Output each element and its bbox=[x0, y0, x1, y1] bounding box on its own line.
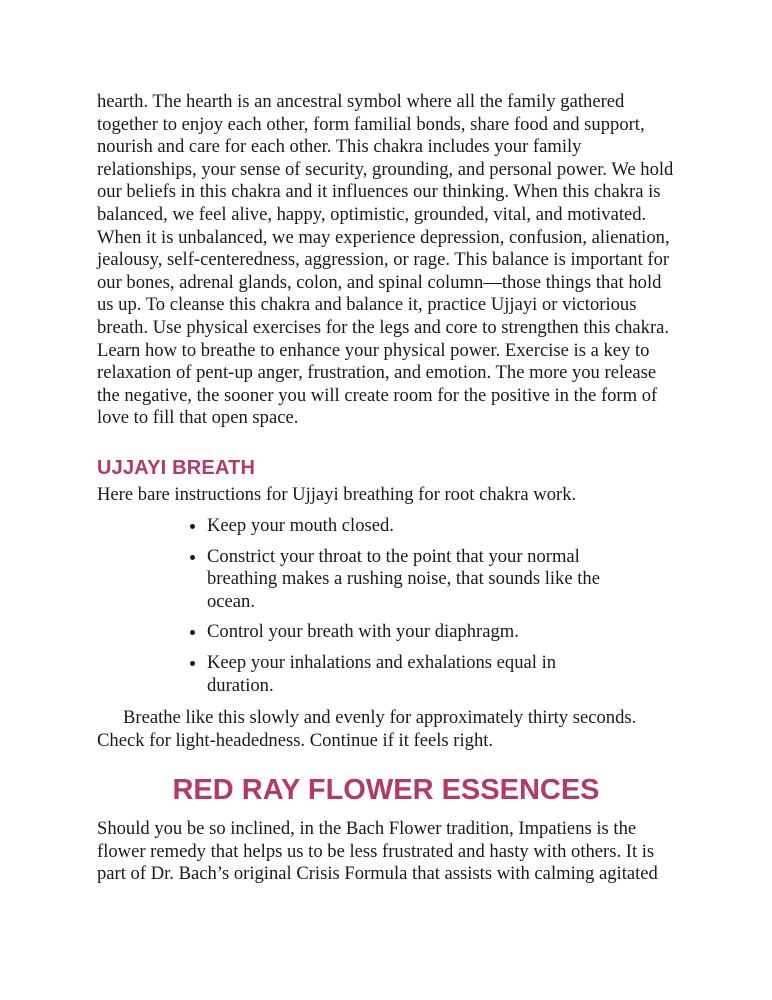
body-paragraph-hearth: hearth. The hearth is an ancestral symbol where all the family gathered together to enjoy each other, form familial bonds, share food and support, nourish and care for each other. This chakra includes your family relationships, your sense of security, grounding, and personal power. We hold our beliefs in this chakra and it influences our thinking. When this chakra is balanced, we feel alive, happy, optimistic, grounded, vital, and motivated. When it is unbalanced, we may experience depression, confusion, alienation, jealousy, self-centeredness, aggression, or rage. This balance is important for our bones, adrenal glands, colon, and spinal column—those things that hold us up. To cleanse this chakra and balance it, practice Ujjayi or victorious breath. Use physical exercises for the legs and core to strengthen this chakra. Learn how to breathe to enhance your physical power. Exercise is a key to relaxation of pent-up anger, frustration, and emotion. The more you release the negative, the sooner you will create room for the positive in the form of love to fill that open space. bbox=[97, 91, 674, 429]
ujjayi-intro-paragraph: Here bare instructions for Ujjayi breathing for root chakra work. bbox=[97, 484, 577, 505]
list-item: • Control your breath with your diaphragm. bbox=[207, 621, 627, 644]
list-item: • Keep your inhalations and exhalations equal in duration. bbox=[207, 652, 627, 697]
ujjayi-closing-paragraph: Breathe like this slowly and evenly for approximately thirty seconds. Check for light-headedness. Continue if it feels right. bbox=[97, 707, 637, 751]
list-item: • Keep your mouth closed. bbox=[207, 515, 627, 538]
section-heading-red-ray-flower-essences: RED RAY FLOWER ESSENCES bbox=[172, 774, 600, 806]
section-heading-ujjayi-breath: UJJAYI BREATH bbox=[97, 457, 256, 479]
flower-essences-paragraph: Should you be so inclined, in the Bach Flower tradition, Impatiens is the flower remedy that helps us to be less frustrated and hasty with others. It is part of Dr. Bach’s original Crisis Formula that assists with calming agitated bbox=[97, 818, 658, 885]
ujjayi-steps-list bbox=[188, 515, 627, 705]
list-item: • Constrict your throat to the point that your normal breathing makes a rushing noise, that sounds like the ocean. bbox=[207, 546, 627, 614]
